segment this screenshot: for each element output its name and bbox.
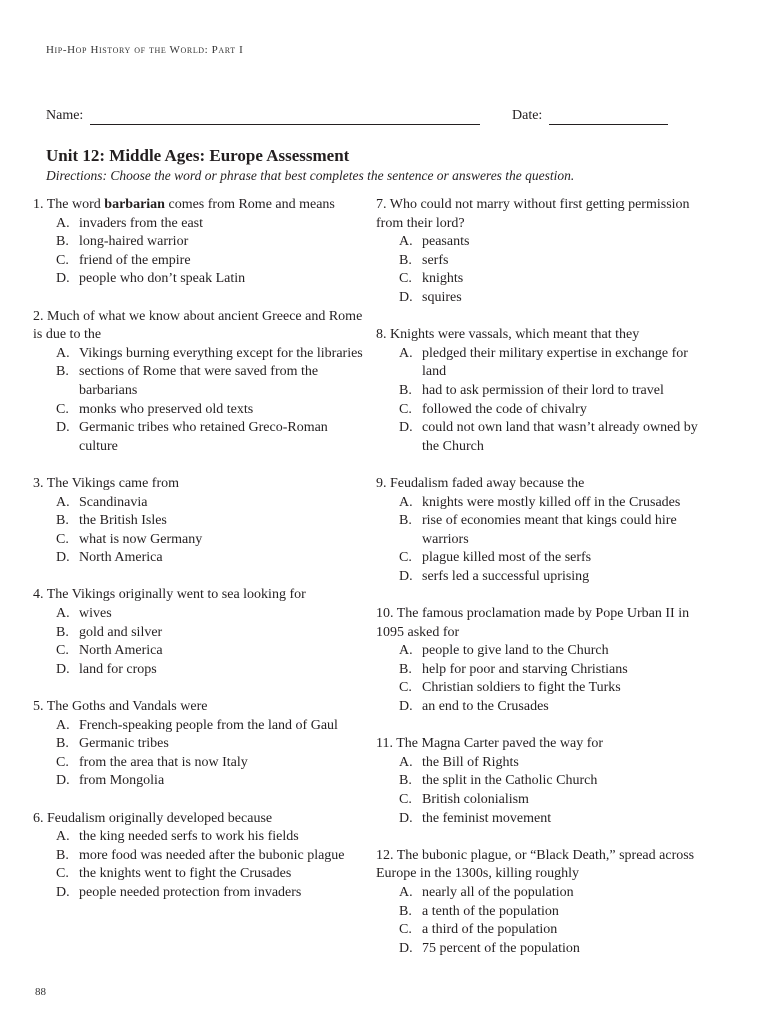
answer-option	[33, 512, 363, 531]
answer-option	[33, 661, 363, 680]
option-text: nearly all of the population	[422, 884, 574, 900]
option-text: the Bill of Rights	[422, 754, 519, 770]
option-text: knights	[422, 271, 464, 287]
option-letter: A.	[399, 754, 413, 770]
answer-option	[376, 754, 706, 773]
option-text: wives	[79, 606, 112, 622]
answer-option	[33, 884, 363, 903]
option-letter: B.	[399, 773, 412, 789]
question-stem: 9. Feudalism faded away because the	[376, 475, 585, 491]
answer-option	[376, 233, 706, 252]
running-head: Hip-Hop History of the World: Part I	[46, 44, 244, 56]
option-letter: C.	[399, 922, 412, 938]
answer-option	[33, 772, 363, 791]
answer-option	[376, 568, 706, 587]
answer-option	[376, 252, 706, 271]
option-letter: D.	[399, 940, 413, 956]
option-letter: D.	[399, 568, 413, 584]
option-text: an end to the Crusades	[422, 699, 549, 715]
option-letter: D.	[56, 773, 70, 789]
answer-option	[376, 791, 706, 810]
answer-option	[33, 215, 363, 234]
option-letter: B.	[56, 364, 69, 380]
date-field-line[interactable]	[549, 124, 668, 125]
option-letter: B.	[56, 624, 69, 640]
option-text: long-haired warrior	[79, 234, 189, 250]
answer-option	[33, 401, 363, 420]
question-stem-pre: 1. The word	[33, 197, 105, 212]
option-letter: C.	[56, 866, 69, 882]
answer-option	[33, 363, 363, 400]
option-text: what is now Germany	[79, 531, 203, 547]
option-letter: C.	[56, 643, 69, 659]
question-7	[376, 196, 706, 308]
question-stem	[33, 196, 363, 215]
option-letter: A.	[399, 345, 413, 361]
answer-option	[33, 735, 363, 754]
option-text: 75 percent of the population	[422, 940, 580, 956]
question-6	[33, 810, 363, 903]
answer-option	[33, 270, 363, 289]
right-column	[376, 196, 706, 958]
option-letter: D.	[399, 289, 413, 305]
question-5	[33, 698, 363, 791]
option-letter: B.	[56, 513, 69, 529]
option-text: Scandinavia	[79, 494, 148, 510]
option-letter: A.	[399, 234, 413, 250]
option-letter: A.	[56, 606, 70, 622]
answer-option	[376, 270, 706, 289]
question-keyword: barbarian	[104, 197, 165, 212]
option-letter: B.	[399, 252, 412, 268]
question-stem: 3. The Vikings came from	[33, 475, 180, 491]
option-text: monks who preserved old texts	[79, 401, 254, 417]
question-stem: 10. The famous proclamation made by Pope Urban II in 1095 asked for	[376, 606, 690, 640]
option-text: people to give land to the Church	[422, 643, 609, 659]
option-letter: B.	[56, 234, 69, 250]
name-field-line[interactable]	[90, 124, 480, 125]
option-text: followed the code of chivalry	[422, 401, 587, 417]
option-text: land for crops	[79, 661, 157, 677]
option-text: pledged their military expertise in exchange for land	[422, 345, 688, 380]
option-text: a tenth of the population	[422, 903, 559, 919]
option-text: the king needed serfs to work his fields	[79, 829, 299, 845]
answer-option	[376, 884, 706, 903]
question-8	[376, 326, 706, 456]
option-letter: B.	[56, 736, 69, 752]
answer-option	[376, 419, 706, 456]
answer-option	[376, 382, 706, 401]
question-12	[376, 847, 706, 959]
option-letter: B.	[399, 382, 412, 398]
answer-option	[33, 494, 363, 513]
option-text: the knights went to fight the Crusades	[79, 866, 292, 882]
answer-option	[376, 903, 706, 922]
question-stem: 2. Much of what we know about ancient Greece and Rome is due to the	[33, 308, 363, 343]
option-letter: B.	[399, 661, 412, 677]
option-text: friend of the empire	[79, 252, 191, 268]
answer-option	[33, 754, 363, 773]
answer-option	[376, 940, 706, 959]
question-1	[33, 196, 363, 289]
option-letter: A.	[56, 829, 70, 845]
name-label: Name:	[46, 108, 84, 123]
option-letter: D.	[56, 661, 70, 677]
option-letter: D.	[399, 420, 413, 436]
option-letter: C.	[399, 271, 412, 287]
option-letter: D.	[399, 699, 413, 715]
option-text: more food was needed after the bubonic plague	[79, 847, 345, 863]
answer-option	[376, 345, 706, 382]
option-letter: B.	[56, 847, 69, 863]
option-text: French-speaking people from the land of Gaul	[79, 717, 338, 733]
answer-option	[376, 772, 706, 791]
question-11	[376, 735, 706, 828]
option-letter: C.	[399, 550, 412, 566]
date-label: Date:	[512, 108, 543, 123]
option-letter: C.	[56, 754, 69, 770]
question-stem: 5. The Goths and Vandals were	[33, 699, 208, 715]
answer-option	[33, 865, 363, 884]
answer-option	[376, 289, 706, 308]
answer-option	[376, 810, 706, 829]
left-column	[33, 196, 363, 903]
answer-option	[33, 549, 363, 568]
answer-option	[33, 345, 363, 364]
option-letter: C.	[56, 401, 69, 417]
option-letter: C.	[56, 252, 69, 268]
option-text: Christian soldiers to fight the Turks	[422, 680, 621, 696]
option-letter: C.	[399, 680, 412, 696]
option-text: serfs	[422, 252, 449, 268]
option-letter: A.	[56, 494, 70, 510]
question-stem: 6. Feudalism originally developed because	[33, 810, 273, 826]
option-text: North America	[79, 550, 163, 566]
option-letter: A.	[56, 215, 70, 231]
option-text: peasants	[422, 234, 470, 250]
option-letter: C.	[399, 401, 412, 417]
answer-option	[376, 401, 706, 420]
answer-option	[376, 921, 706, 940]
assessment-title: Unit 12: Middle Ages: Europe Assessment	[46, 146, 350, 165]
option-text: a third of the population	[422, 922, 558, 938]
option-letter: D.	[56, 550, 70, 566]
option-text: sections of Rome that were saved from the barbarians	[79, 364, 319, 398]
option-letter: D.	[56, 271, 70, 287]
question-stem: 12. The bubonic plague, or “Black Death,” spread across Europe in the 1300s, killing roughly	[376, 847, 695, 882]
option-text: could not own land that wasn’t already owned by the Church	[422, 420, 698, 454]
directions: Directions: Choose the word or phrase that best completes the sentence or answeres the question.	[46, 168, 575, 183]
answer-option	[33, 419, 363, 456]
option-letter: D.	[399, 810, 413, 826]
page-number: 88	[35, 986, 46, 998]
option-text: the split in the Catholic Church	[422, 773, 598, 789]
option-text: the British Isles	[79, 513, 167, 529]
option-text: plague killed most of the serfs	[422, 550, 592, 566]
option-letter: A.	[399, 494, 413, 510]
answer-option	[33, 531, 363, 550]
answer-option	[376, 549, 706, 568]
option-letter: C.	[56, 531, 69, 547]
answer-option	[376, 642, 706, 661]
option-text: knights were mostly killed off in the Crusades	[422, 494, 681, 510]
answer-option	[33, 252, 363, 271]
option-text: from Mongolia	[79, 773, 165, 789]
answer-option	[376, 512, 706, 549]
answer-option	[33, 717, 363, 736]
option-text: British colonialism	[422, 792, 529, 807]
option-text: Germanic tribes who retained Greco-Roman culture	[79, 420, 328, 454]
option-text: Germanic tribes	[79, 736, 169, 752]
question-stem-post: comes from Rome and means	[164, 197, 335, 212]
answer-option	[376, 661, 706, 680]
option-text: from the area that is now Italy	[79, 754, 248, 770]
answer-option	[376, 679, 706, 698]
answer-option	[33, 828, 363, 847]
option-text: invaders from the east	[79, 215, 204, 231]
question-stem: 7. Who could not marry without first getting permission from their lord?	[376, 197, 690, 231]
option-letter: B.	[399, 513, 412, 529]
answer-option	[33, 642, 363, 661]
answer-option	[33, 233, 363, 252]
question-9	[376, 475, 706, 587]
option-text: North America	[79, 643, 163, 659]
answer-option	[33, 605, 363, 624]
option-letter: B.	[399, 903, 412, 919]
option-text: the feminist movement	[422, 810, 552, 826]
option-letter: D.	[56, 884, 70, 900]
option-text: gold and silver	[79, 624, 163, 640]
answer-option	[33, 624, 363, 643]
question-stem: 11. The Magna Carter paved the way for	[376, 736, 604, 752]
option-text: people needed protection from invaders	[79, 884, 302, 900]
question-4	[33, 586, 363, 679]
option-letter: A.	[399, 884, 413, 900]
answer-option	[33, 847, 363, 866]
question-stem: 8. Knights were vassals, which meant that they	[376, 327, 640, 343]
answer-option	[376, 494, 706, 513]
option-letter: D.	[56, 420, 70, 436]
option-letter: A.	[399, 643, 413, 659]
option-text: serfs led a successful uprising	[422, 568, 590, 584]
question-3	[33, 475, 363, 568]
option-letter: C.	[399, 792, 412, 807]
option-text: had to ask permission of their lord to travel	[422, 382, 664, 398]
option-text: people who don’t speak Latin	[79, 271, 246, 287]
option-text: help for poor and starving Christians	[422, 661, 628, 677]
option-text: squires	[422, 289, 462, 305]
question-2	[33, 308, 363, 457]
option-letter: A.	[56, 345, 70, 361]
question-stem: 4. The Vikings originally went to sea looking for	[33, 587, 306, 603]
answer-option	[376, 698, 706, 717]
option-text: rise of economies meant that kings could hire warriors	[422, 513, 677, 547]
option-text: Vikings burning everything except for the libraries	[79, 345, 363, 361]
question-10	[376, 605, 706, 717]
option-letter: A.	[56, 717, 70, 733]
